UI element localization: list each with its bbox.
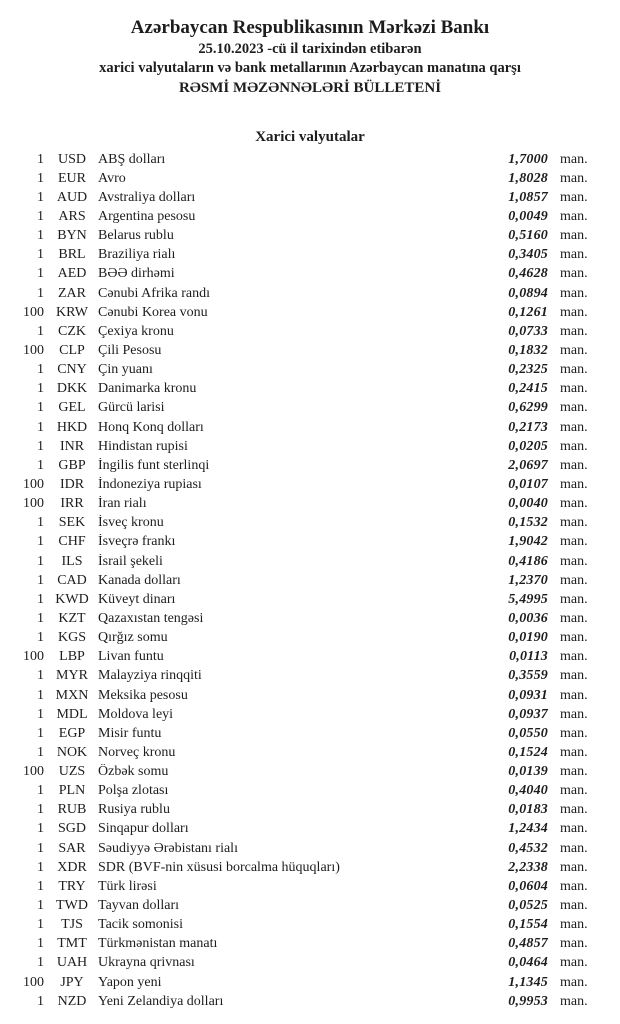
quantity-cell: 1 <box>37 553 44 569</box>
currency-name-cell: Hindistan rupisi <box>98 438 188 454</box>
currency-name-cell: Yeni Zelandiya dolları <box>98 993 224 1009</box>
currency-name-cell: Çin yuanı <box>98 362 153 378</box>
rate-value-cell: 1,2434 <box>508 821 548 837</box>
unit-cell: man. <box>560 228 588 244</box>
unit-cell: man. <box>560 400 588 416</box>
table-row <box>0 973 620 992</box>
table-row <box>0 705 620 724</box>
currency-code-cell: NOK <box>56 744 88 760</box>
table-row <box>0 935 620 954</box>
rate-value-cell: 1,2370 <box>508 572 548 588</box>
currency-name-cell: Çexiya kronu <box>98 323 174 339</box>
table-row <box>0 399 620 418</box>
quantity-cell: 1 <box>37 687 44 703</box>
unit-cell: man. <box>560 917 588 933</box>
currency-code-cell: USD <box>57 151 86 167</box>
currency-code-cell: DKK <box>56 381 88 397</box>
table-row <box>0 954 620 973</box>
table-row <box>0 322 620 341</box>
currency-name-cell: İsveçrə frankı <box>98 534 176 550</box>
quantity-cell: 1 <box>37 725 44 741</box>
rate-value-cell: 0,3559 <box>508 668 548 684</box>
unit-cell: man. <box>560 496 588 512</box>
rate-value-cell: 0,0931 <box>508 687 548 703</box>
quantity-cell: 1 <box>37 610 44 626</box>
currency-name-cell: Rusiya rublu <box>98 802 170 818</box>
currency-name-cell: Meksika pesosu <box>98 687 188 703</box>
quantity-cell: 1 <box>37 802 44 818</box>
bulletin-subtitle: xarici valyutaların və bank metallarının Azərbaycan manatına qarşı <box>99 60 521 76</box>
currency-code-cell: TMT <box>57 936 87 952</box>
quantity-cell: 1 <box>37 362 44 378</box>
currency-name-cell: Norveç kronu <box>98 744 176 760</box>
currency-code-cell: KWD <box>55 591 89 607</box>
rate-value-cell: 0,9953 <box>508 993 548 1009</box>
quantity-cell: 1 <box>37 859 44 875</box>
quantity-cell: 1 <box>37 783 44 799</box>
unit-cell: man. <box>560 840 588 856</box>
currency-name-cell: Tacik somonisi <box>98 917 183 933</box>
table-row <box>0 571 620 590</box>
quantity-cell: 1 <box>37 744 44 760</box>
rate-value-cell: 0,4186 <box>508 553 548 569</box>
rate-value-cell: 0,1524 <box>508 744 548 760</box>
currency-name-cell: İngilis funt sterlinqi <box>98 457 210 473</box>
quantity-cell: 1 <box>37 515 44 531</box>
table-row <box>0 533 620 552</box>
quantity-cell: 100 <box>23 496 44 512</box>
rate-value-cell: 0,0036 <box>508 610 548 626</box>
quantity-cell: 1 <box>37 840 44 856</box>
currency-code-cell: AED <box>57 266 87 282</box>
table-row <box>0 495 620 514</box>
quantity-cell: 1 <box>37 955 44 971</box>
currency-name-cell: Argentina pesosu <box>98 208 196 224</box>
currency-name-cell: Honq Konq dolları <box>98 419 204 435</box>
currency-name-cell: BƏƏ dirhəmi <box>98 266 175 282</box>
quantity-cell: 1 <box>37 936 44 952</box>
table-row <box>0 514 620 533</box>
currency-name-cell: İsveç kronu <box>98 515 164 531</box>
quantity-cell: 1 <box>37 706 44 722</box>
unit-cell: man. <box>560 744 588 760</box>
rate-value-cell: 0,0604 <box>508 878 548 894</box>
rate-value-cell: 0,0040 <box>508 496 548 512</box>
currency-name-cell: Livan funtu <box>98 649 164 665</box>
unit-cell: man. <box>560 170 588 186</box>
unit-cell: man. <box>560 515 588 531</box>
quantity-cell: 1 <box>37 821 44 837</box>
currency-name-cell: Özbək somu <box>98 764 169 780</box>
table-row <box>0 475 620 494</box>
currency-code-cell: GEL <box>58 400 86 416</box>
currency-name-cell: ABŞ dolları <box>98 151 166 167</box>
currency-name-cell: İsrail şekeli <box>98 553 163 569</box>
rate-value-cell: 0,4857 <box>508 936 548 952</box>
currency-code-cell: CLP <box>59 342 85 358</box>
quantity-cell: 1 <box>37 457 44 473</box>
rate-value-cell: 0,5160 <box>508 228 548 244</box>
currency-code-cell: SEK <box>58 515 86 531</box>
unit-cell: man. <box>560 878 588 894</box>
table-row <box>0 169 620 188</box>
quantity-cell: 1 <box>37 898 44 914</box>
currency-code-cell: CNY <box>57 362 87 378</box>
table-row <box>0 763 620 782</box>
quantity-cell: 1 <box>37 419 44 435</box>
quantity-cell: 100 <box>23 476 44 492</box>
table-row <box>0 341 620 360</box>
unit-cell: man. <box>560 725 588 741</box>
currency-code-cell: MYR <box>56 668 88 684</box>
currency-name-cell: Türkmənistan manatı <box>98 936 218 952</box>
rate-value-cell: 0,0049 <box>508 208 548 224</box>
unit-cell: man. <box>560 572 588 588</box>
quantity-cell: 1 <box>37 668 44 684</box>
currency-code-cell: UZS <box>58 764 86 780</box>
unit-cell: man. <box>560 764 588 780</box>
currency-name-cell: SDR (BVF-nin xüsusi borcalma hüquqları) <box>98 859 340 875</box>
unit-cell: man. <box>560 783 588 799</box>
table-row <box>0 380 620 399</box>
unit-cell: man. <box>560 362 588 378</box>
unit-cell: man. <box>560 381 588 397</box>
currency-code-cell: CAD <box>57 572 87 588</box>
rate-value-cell: 0,2173 <box>508 419 548 435</box>
unit-cell: man. <box>560 955 588 971</box>
table-row <box>0 284 620 303</box>
quantity-cell: 1 <box>37 993 44 1009</box>
unit-cell: man. <box>560 974 588 990</box>
currency-code-cell: GBP <box>58 457 86 473</box>
table-row <box>0 265 620 284</box>
currency-code-cell: RUB <box>57 802 87 818</box>
currency-code-cell: UAH <box>56 955 88 971</box>
rate-value-cell: 0,2415 <box>508 381 548 397</box>
currency-name-cell: Cənubi Afrika randı <box>98 285 210 301</box>
quantity-cell: 100 <box>23 342 44 358</box>
quantity-cell: 100 <box>23 974 44 990</box>
unit-cell: man. <box>560 859 588 875</box>
rate-value-cell: 0,1832 <box>508 342 548 358</box>
currency-name-cell: Küveyt dinarı <box>98 591 176 607</box>
currency-name-cell: Polşa zlotası <box>98 783 169 799</box>
table-row <box>0 227 620 246</box>
currency-code-cell: TRY <box>58 878 86 894</box>
table-row <box>0 150 620 169</box>
currency-name-cell: Avstraliya dolları <box>98 189 196 205</box>
unit-cell: man. <box>560 304 588 320</box>
unit-cell: man. <box>560 151 588 167</box>
currency-code-cell: KRW <box>56 304 88 320</box>
quantity-cell: 1 <box>37 400 44 416</box>
currency-name-cell: Kanada dolları <box>98 572 181 588</box>
rate-value-cell: 0,0139 <box>508 764 548 780</box>
rate-value-cell: 0,4628 <box>508 266 548 282</box>
currency-code-cell: AUD <box>56 189 88 205</box>
quantity-cell: 100 <box>23 304 44 320</box>
quantity-cell: 1 <box>37 266 44 282</box>
currency-name-cell: Səudiyyə Ərəbistanı rialı <box>98 840 238 856</box>
quantity-cell: 1 <box>37 189 44 205</box>
quantity-cell: 1 <box>37 285 44 301</box>
unit-cell: man. <box>560 247 588 263</box>
bank-title: Azərbaycan Respublikasının Mərkəzi Bankı <box>130 17 490 38</box>
rate-value-cell: 1,9042 <box>508 534 548 550</box>
unit-cell: man. <box>560 706 588 722</box>
unit-cell: man. <box>560 342 588 358</box>
quantity-cell: 1 <box>37 381 44 397</box>
unit-cell: man. <box>560 534 588 550</box>
unit-cell: man. <box>560 438 588 454</box>
currency-code-cell: TJS <box>61 917 83 933</box>
quantity-cell: 100 <box>23 764 44 780</box>
table-row <box>0 839 620 858</box>
table-row <box>0 743 620 762</box>
currency-name-cell: Belarus rublu <box>98 228 174 244</box>
currency-name-cell: Ukrayna qrivnası <box>98 955 195 971</box>
quantity-cell: 100 <box>23 649 44 665</box>
currency-code-cell: MDL <box>56 706 88 722</box>
currency-name-cell: Türk lirəsi <box>98 878 157 894</box>
table-row <box>0 590 620 609</box>
table-row <box>0 207 620 226</box>
table-row <box>0 801 620 820</box>
currency-name-cell: Çili Pesosu <box>98 342 162 358</box>
rate-value-cell: 5,4995 <box>508 591 548 607</box>
unit-cell: man. <box>560 802 588 818</box>
rate-value-cell: 2,0697 <box>508 457 548 473</box>
currency-code-cell: CZK <box>58 323 86 339</box>
rate-value-cell: 0,0894 <box>508 285 548 301</box>
rate-value-cell: 2,2338 <box>508 859 548 875</box>
rate-value-cell: 0,0550 <box>508 725 548 741</box>
currency-code-cell: PLN <box>58 783 86 799</box>
currency-code-cell: IDR <box>59 476 85 492</box>
table-row <box>0 188 620 207</box>
rate-value-cell: 0,1261 <box>508 304 548 320</box>
table-row <box>0 648 620 667</box>
currency-name-cell: Danimarka kronu <box>98 381 197 397</box>
quantity-cell: 1 <box>37 323 44 339</box>
currency-code-cell: KZT <box>58 610 86 626</box>
currency-name-cell: Qazaxıstan tengəsi <box>98 610 204 626</box>
currency-name-cell: Moldova leyi <box>98 706 174 722</box>
unit-cell: man. <box>560 936 588 952</box>
quantity-cell: 1 <box>37 917 44 933</box>
rate-value-cell: 1,0857 <box>508 189 548 205</box>
currency-name-cell: Braziliya rialı <box>98 247 176 263</box>
quantity-cell: 1 <box>37 228 44 244</box>
bulletin-header <box>0 0 620 98</box>
currency-code-cell: INR <box>59 438 85 454</box>
rate-value-cell: 0,0183 <box>508 802 548 818</box>
table-row <box>0 992 620 1011</box>
quantity-cell: 1 <box>37 247 44 263</box>
table-row <box>0 361 620 380</box>
rate-value-cell: 0,4040 <box>508 783 548 799</box>
rate-value-cell: 1,7000 <box>508 151 548 167</box>
currency-code-cell: XDR <box>57 859 87 875</box>
bulletin-name: RƏSMİ MƏZƏNNƏLƏRİ BÜLLETENİ <box>178 80 442 96</box>
currency-name-cell: Gürcü larisi <box>98 400 165 416</box>
rate-value-cell: 0,1554 <box>508 917 548 933</box>
table-row <box>0 629 620 648</box>
currency-code-cell: LBP <box>59 649 85 665</box>
currency-name-cell: İran rialı <box>98 496 147 512</box>
currency-code-cell: ILS <box>61 553 83 569</box>
currency-code-cell: CHF <box>58 534 86 550</box>
unit-cell: man. <box>560 285 588 301</box>
currency-code-cell: BRL <box>58 247 86 263</box>
table-row <box>0 916 620 935</box>
quantity-cell: 1 <box>37 170 44 186</box>
unit-cell: man. <box>560 630 588 646</box>
unit-cell: man. <box>560 821 588 837</box>
unit-cell: man. <box>560 668 588 684</box>
currency-code-cell: TWD <box>56 898 88 914</box>
currency-code-cell: NZD <box>57 993 87 1009</box>
quantity-cell: 1 <box>37 878 44 894</box>
currency-code-cell: MXN <box>55 687 89 703</box>
currency-name-cell: Malayziya rinqqiti <box>98 668 202 684</box>
rate-value-cell: 1,8028 <box>508 170 548 186</box>
currency-name-cell: Yapon yeni <box>98 974 162 990</box>
currency-name-cell: İndoneziya rupiası <box>98 476 202 492</box>
unit-cell: man. <box>560 649 588 665</box>
quantity-cell: 1 <box>37 208 44 224</box>
unit-cell: man. <box>560 476 588 492</box>
currency-code-cell: EGP <box>58 725 86 741</box>
rate-value-cell: 0,4532 <box>508 840 548 856</box>
table-row <box>0 246 620 265</box>
unit-cell: man. <box>560 553 588 569</box>
rate-value-cell: 0,0205 <box>508 438 548 454</box>
currency-code-cell: ARS <box>58 208 86 224</box>
table-row <box>0 418 620 437</box>
currency-name-cell: Avro <box>98 170 126 186</box>
rate-value-cell: 1,1345 <box>508 974 548 990</box>
rates-table <box>0 150 620 1011</box>
rate-value-cell: 0,0190 <box>508 630 548 646</box>
table-row <box>0 782 620 801</box>
rate-value-cell: 0,0113 <box>509 649 548 665</box>
unit-cell: man. <box>560 457 588 473</box>
rate-value-cell: 0,0733 <box>508 323 548 339</box>
unit-cell: man. <box>560 323 588 339</box>
quantity-cell: 1 <box>37 438 44 454</box>
section-title-foreign-currencies: Xarici valyutalar <box>255 129 365 145</box>
unit-cell: man. <box>560 687 588 703</box>
unit-cell: man. <box>560 610 588 626</box>
table-row <box>0 609 620 628</box>
rate-value-cell: 0,0525 <box>508 898 548 914</box>
currency-code-cell: SAR <box>58 840 86 856</box>
rate-value-cell: 0,3405 <box>508 247 548 263</box>
currency-code-cell: ZAR <box>58 285 86 301</box>
rate-value-cell: 0,0107 <box>508 476 548 492</box>
quantity-cell: 1 <box>37 630 44 646</box>
table-row <box>0 667 620 686</box>
currency-name-cell: Misir funtu <box>98 725 162 741</box>
currency-name-cell: Qırğız somu <box>98 630 168 646</box>
currency-code-cell: KGS <box>57 630 86 646</box>
quantity-cell: 1 <box>37 572 44 588</box>
unit-cell: man. <box>560 419 588 435</box>
unit-cell: man. <box>560 266 588 282</box>
currency-name-cell: Cənubi Korea vonu <box>98 304 208 320</box>
currency-name-cell: Tayvan dolları <box>98 898 180 914</box>
table-row <box>0 896 620 915</box>
rate-value-cell: 0,0464 <box>508 955 548 971</box>
rate-value-cell: 0,6299 <box>508 400 548 416</box>
table-row <box>0 686 620 705</box>
currency-code-cell: BYN <box>57 228 87 244</box>
currency-code-cell: IRR <box>60 496 84 512</box>
quantity-cell: 1 <box>37 591 44 607</box>
table-row <box>0 303 620 322</box>
unit-cell: man. <box>560 189 588 205</box>
currency-code-cell: HKD <box>56 419 88 435</box>
table-row <box>0 456 620 475</box>
quantity-cell: 1 <box>37 534 44 550</box>
currency-code-cell: EUR <box>58 170 86 186</box>
rate-value-cell: 0,1532 <box>508 515 548 531</box>
unit-cell: man. <box>560 993 588 1009</box>
currency-code-cell: SGD <box>57 821 86 837</box>
table-row <box>0 724 620 743</box>
rate-value-cell: 0,2325 <box>508 362 548 378</box>
table-row <box>0 858 620 877</box>
table-row <box>0 437 620 456</box>
table-row <box>0 552 620 571</box>
effective-date-line: 25.10.2023 -cü il tarixindən etibarən <box>198 41 422 57</box>
table-row <box>0 820 620 839</box>
unit-cell: man. <box>560 898 588 914</box>
rate-value-cell: 0,0937 <box>508 706 548 722</box>
quantity-cell: 1 <box>37 151 44 167</box>
unit-cell: man. <box>560 591 588 607</box>
table-row <box>0 877 620 896</box>
currency-code-cell: JPY <box>60 974 84 990</box>
unit-cell: man. <box>560 208 588 224</box>
currency-name-cell: Sinqapur dolları <box>98 821 189 837</box>
